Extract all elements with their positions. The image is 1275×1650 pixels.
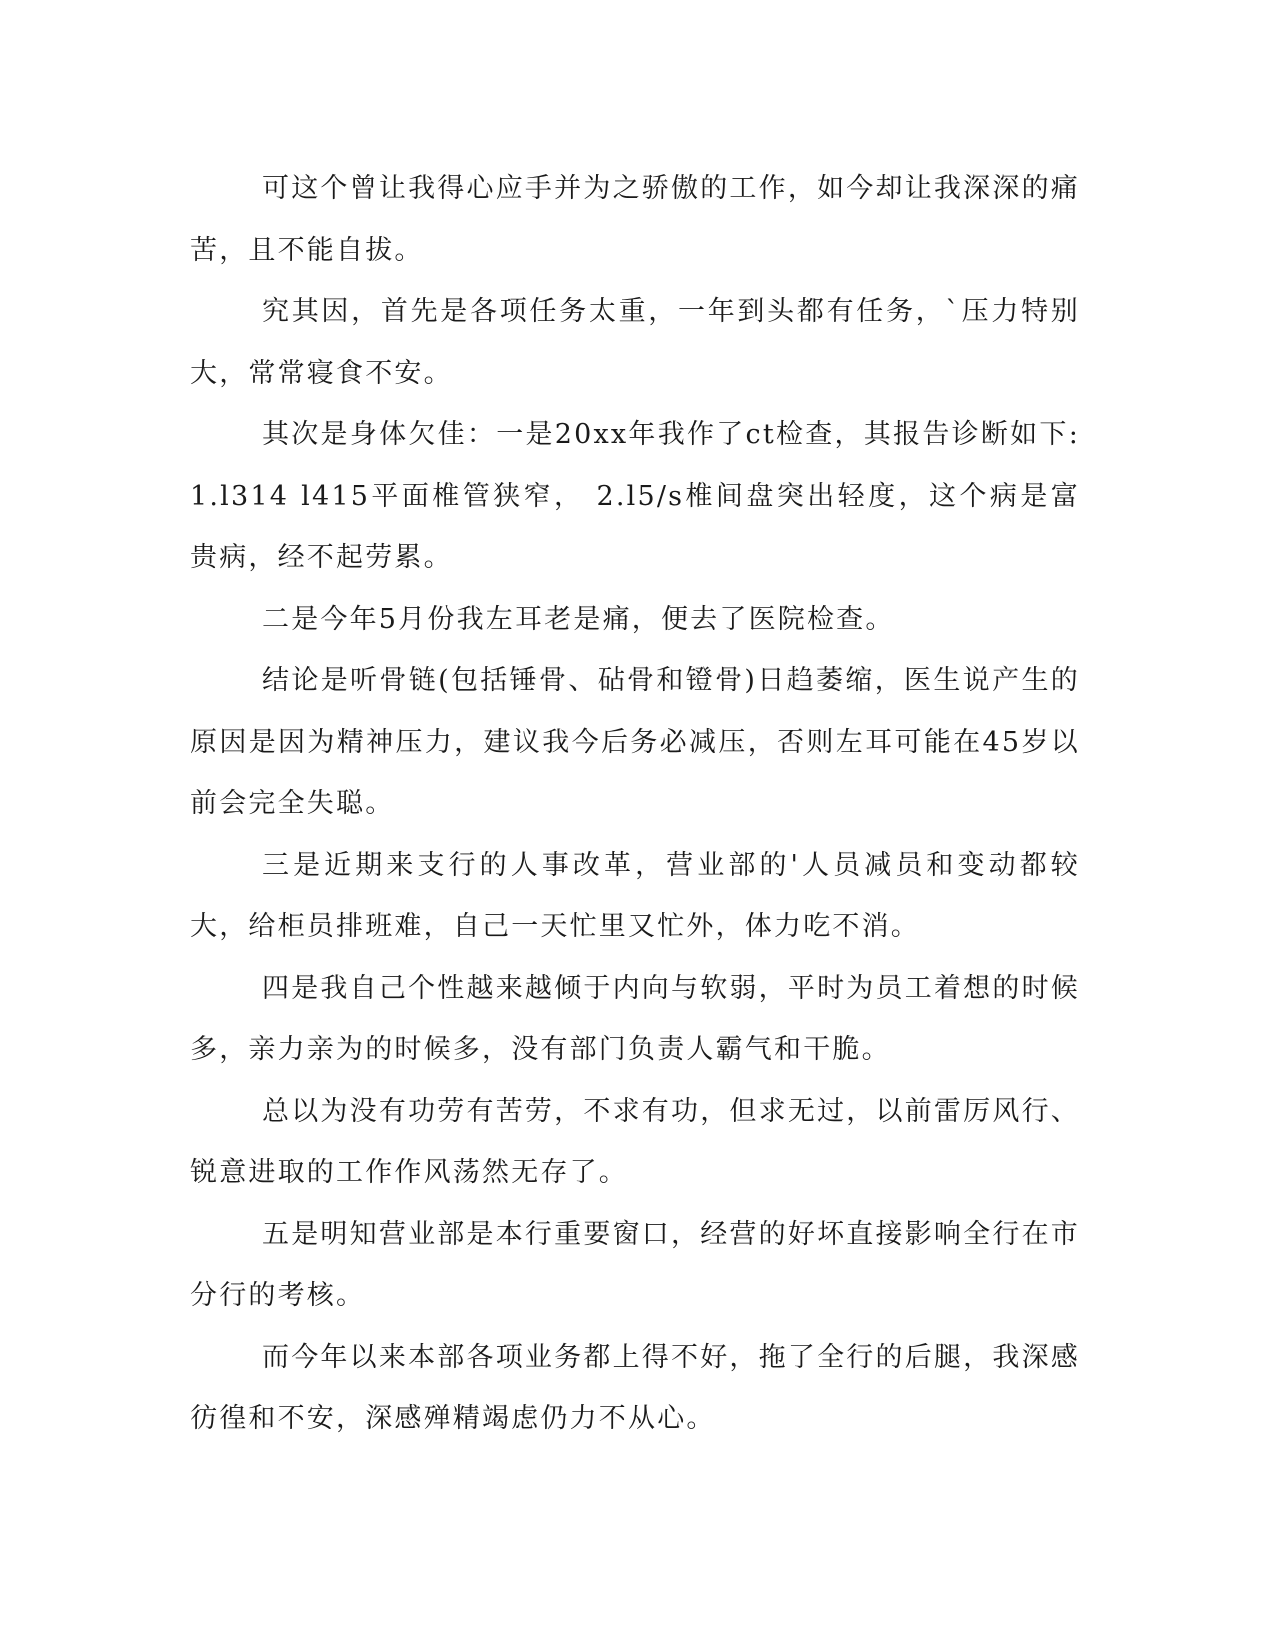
paragraph: 五是明知营业部是本行重要窗口，经营的好坏直接影响全行在市分行的考核。 — [190, 1218, 1080, 1311]
paragraph: 二是今年5月份我左耳老是痛，便去了医院检查。 — [262, 603, 895, 635]
paragraph: 可这个曾让我得心应手并为之骄傲的工作，如今却让我深深的痛苦，且不能自拔。 — [190, 173, 1080, 266]
paragraph: 四是我自己个性越来越倾于内向与软弱，平时为员工着想的时候多，亲力亲为的时候多，没有部门负责人霸气和干脆。 — [190, 972, 1080, 1065]
paragraph: 究其因，首先是各项任务太重，一年到头都有任务，`压力特别大，常常寝食不安。 — [190, 296, 1080, 389]
paragraph: 结论是听骨链(包括锤骨、砧骨和镫骨)日趋萎缩，医生说产生的原因是因为精神压力，建议我今后务必减压，否则左耳可能在45岁以前会完全失聪。 — [190, 665, 1080, 819]
paragraph: 总以为没有功劳有苦劳，不求有功，但求无过，以前雷厉风行、锐意进取的工作作风荡然无存了。 — [190, 1095, 1080, 1188]
paragraph: 而今年以来本部各项业务都上得不好，拖了全行的后腿，我深感彷徨和不安，深感殚精竭虑仍力不从心。 — [190, 1341, 1080, 1434]
paragraph: 其次是身体欠佳：一是20xx年我作了ct检查，其报告诊断如下:1.l314 l415平面椎管狭窄， 2.l5/s椎间盘突出轻度，这个病是富贵病，经不起劳累。 — [190, 419, 1080, 573]
paragraph: 三是近期来支行的人事改革，营业部的'人员减员和变动都较大，给柜员排班难，自己一天忙里又忙外，体力吃不消。 — [190, 849, 1080, 942]
document-body — [190, 158, 1080, 1450]
